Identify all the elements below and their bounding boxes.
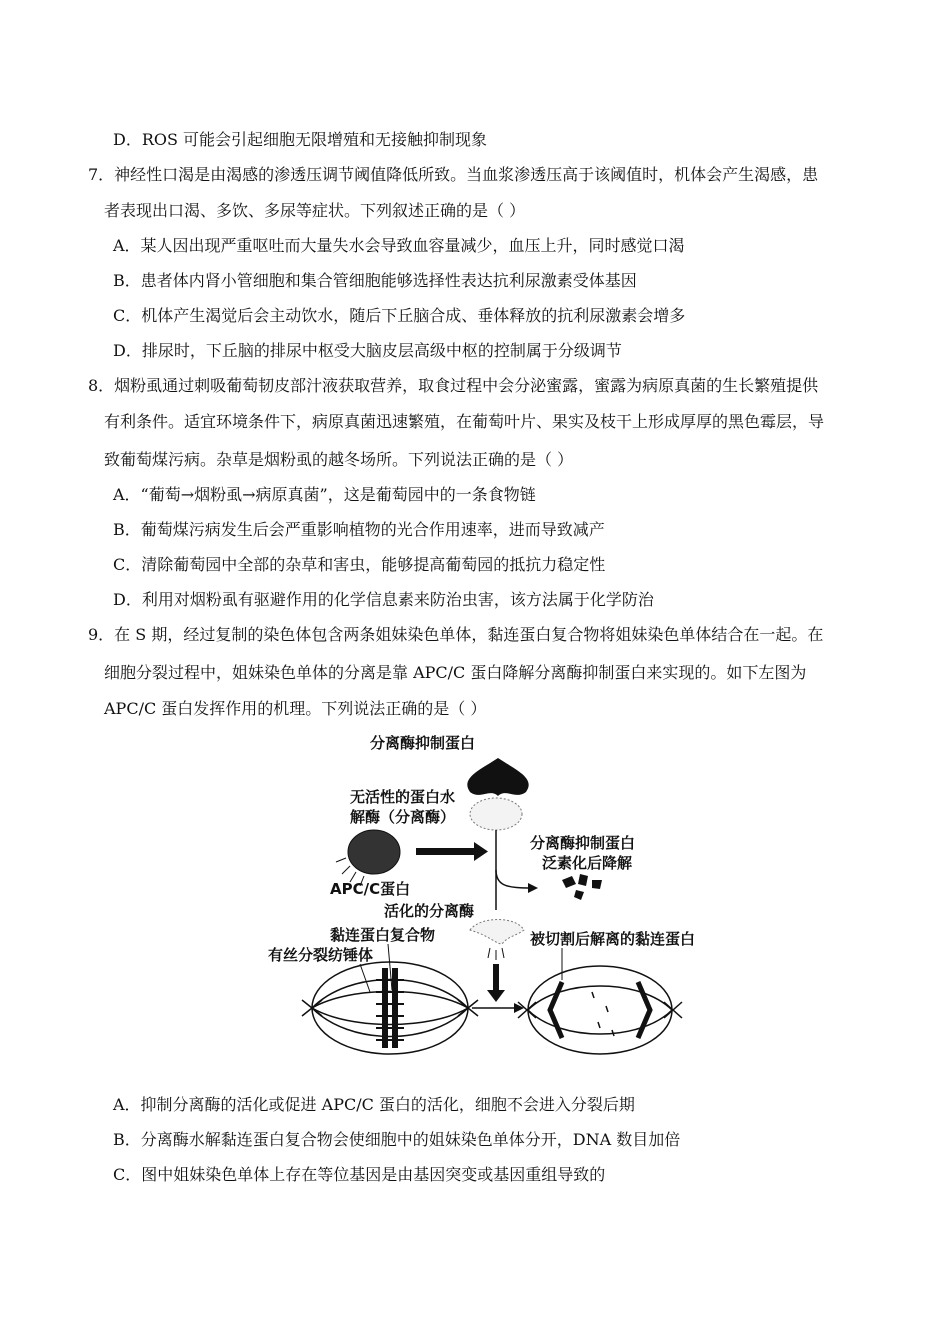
text-line-q9-a: A．抑制分离酶的活化或促进 APC/C 蛋白的活化，细胞不会进入分裂后期 (113, 1095, 635, 1114)
apc-protein-shape (348, 830, 400, 874)
degraded-fragments (562, 874, 602, 900)
label-apc: APC/C蛋白 (330, 880, 411, 898)
text-line-q7-b: B．患者体内肾小管细胞和集合管细胞能够选择性表达抗利尿激素受体基因 (113, 271, 637, 290)
label-cohesin: 黏连蛋白复合物 (330, 926, 436, 944)
text-line-q9-b: B．分离酶水解黏连蛋白复合物会使细胞中的姐妹染色单体分开，DNA 数目加倍 (113, 1130, 681, 1149)
text-line-q8-c: C．清除葡萄园中全部的杂草和害虫，能够提高葡萄园的抵抗力稳定性 (113, 555, 606, 574)
text-line-q9-c: C．图中姐妹染色单体上存在等位基因是由基因突变或基因重组导致的 (113, 1165, 606, 1184)
label-spindle: 有丝分裂纺锤体 (268, 946, 374, 964)
label-inhibitor: 分离酶抑制蛋白 (370, 734, 476, 752)
cohesin-fragments (592, 992, 614, 1036)
apc-mechanism-figure (268, 730, 720, 1070)
label-degraded-1: 分离酶抑制蛋白 (530, 834, 636, 852)
text-line-q8-b: B．葡萄煤污病发生后会严重影响植物的光合作用速率，进而导致减产 (113, 520, 605, 539)
label-degraded-2: 泛素化后降解 (542, 854, 633, 872)
label-cleaved: 被切割后解离的黏连蛋白 (530, 930, 696, 948)
text-line-q7-stem-1: 7．神经性口渴是由渴感的渗透压调节阈值降低所致。当血浆渗透压高于该阈值时，机体会产生渴感，患 (88, 165, 819, 184)
text-line-q8-stem-3: 致葡萄煤污病。杂草是烟粉虱的越冬场所。下列说法正确的是（ ） (104, 450, 574, 469)
label-inactive-1: 无活性的蛋白水 (350, 788, 456, 806)
text-line-q7-c: C．机体产生渴觉后会主动饮水，随后下丘脑合成、垂体释放的抗利尿激素会增多 (113, 306, 686, 325)
label-active: 活化的分离酶 (384, 902, 475, 920)
active-separase-shape (470, 920, 524, 945)
text-line-q9-stem-1: 9．在 S 期，经过复制的染色体包含两条姐妹染色单体，黏连蛋白复合物将姐妹染色单体结合在一起。在 (88, 625, 824, 644)
text-line-q8-stem-1: 8．烟粉虱通过刺吸葡萄韧皮部汁液获取营养，取食过程中会分泌蜜露，蜜露为病原真菌的生长繁殖提供 (88, 376, 819, 395)
text-line-q6-d: D．ROS 可能会引起细胞无限增殖和无接触抑制现象 (113, 130, 488, 149)
text-line-q7-stem-2: 者表现出口渴、多饮、多尿等症状。下列叙述正确的是（ ） (104, 201, 526, 220)
inhibitor-protein-shape (467, 758, 528, 796)
text-line-q8-stem-2: 有利条件。适宜环境条件下，病原真菌迅速繁殖，在葡萄叶片、果实及枝干上形成厚厚的黑色霉层，导 (104, 412, 825, 431)
inactive-separase-shape (470, 798, 522, 830)
text-line-q8-a: A．“葡萄→烟粉虱→病原真菌”，这是葡萄园中的一条食物链 (113, 485, 536, 504)
label-inactive-2: 解酶（分离酶） (350, 808, 456, 826)
text-line-q9-stem-2: 细胞分裂过程中，姐妹染色单体的分离是靠 APC/C 蛋白降解分离酶抑制蛋白来实现的。如下左图为 (104, 663, 807, 682)
text-line-q8-d: D．利用对烟粉虱有驱避作用的化学信息素来防治虫害，该方法属于化学防治 (113, 590, 654, 609)
text-line-q7-a: A．某人因出现严重呕吐而大量失水会导致血容量减少，血压上升，同时感觉口渴 (113, 236, 685, 255)
text-line-q7-d: D．排尿时，下丘脑的排尿中枢受大脑皮层高级中枢的控制属于分级调节 (113, 341, 622, 360)
text-line-q9-stem-3: APC/C 蛋白发挥作用的机理。下列说法正确的是（ ） (104, 699, 487, 718)
